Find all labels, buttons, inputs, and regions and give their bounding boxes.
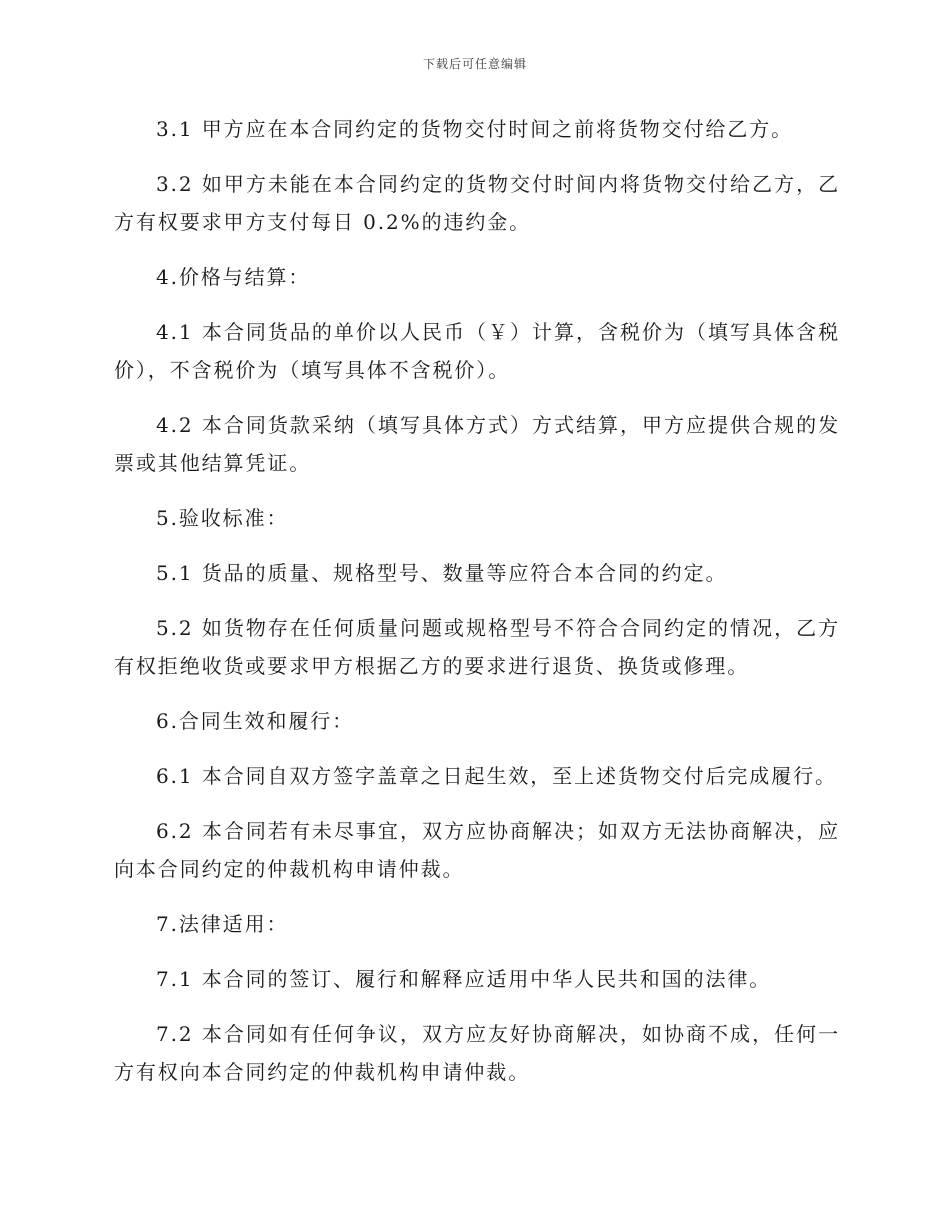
clause-3-2: 3.2 如甲方未能在本合同约定的货物交付时间内将货物交付给乙方，乙方有权要求甲方支付每日 0.2%的违约金。 (114, 172, 840, 234)
clause-7-1: 7.1 本合同的签订、履行和解释应适用中华人民共和国的法律。 (156, 967, 772, 991)
section-heading-law: 7.法律适用： (156, 912, 289, 936)
clause-3-1: 3.1 甲方应在本合同约定的货物交付时间之前将货物交付给乙方。 (156, 117, 794, 141)
document-body (114, 110, 840, 1108)
clause-4-2: 4.2 本合同货款采纳（填写具体方式）方式结算，甲方应提供合规的发票或其他结算凭证。 (114, 413, 840, 475)
clause-6-2: 6.2 本合同若有未尽事宜，双方应协商解决；如双方无法协商解决，应向本合同约定的仲裁机构申请仲裁。 (114, 819, 840, 881)
clause-4-1: 4.1 本合同货品的单价以人民币（￥）计算，含税价为（填写具体含税价），不含税价为（填写具体不含税价）。 (114, 320, 840, 382)
clause-7-2: 7.2 本合同如有任何争议，双方应友好协商解决，如协商不成，任何一方有权向本合同约定的仲裁机构申请仲裁。 (114, 1022, 840, 1084)
section-heading-price-settlement: 4.价格与结算： (156, 265, 311, 289)
clause-5-1: 5.1 货品的质量、规格型号、数量等应符合本合同的约定。 (156, 561, 728, 585)
clause-6-1: 6.1 本合同自双方签字盖章之日起生效，至上述货物交付后完成履行。 (156, 764, 837, 788)
clause-5-2: 5.2 如货物存在任何质量问题或规格型号不符合合同约定的情况，乙方有权拒绝收货或要求甲方根据乙方的要求进行退货、换货或修理。 (114, 616, 840, 678)
section-heading-effect: 6.合同生效和履行： (156, 709, 355, 733)
page-header: 下载后可任意编辑 (422, 57, 527, 71)
section-heading-acceptance: 5.验收标准： (156, 506, 289, 530)
